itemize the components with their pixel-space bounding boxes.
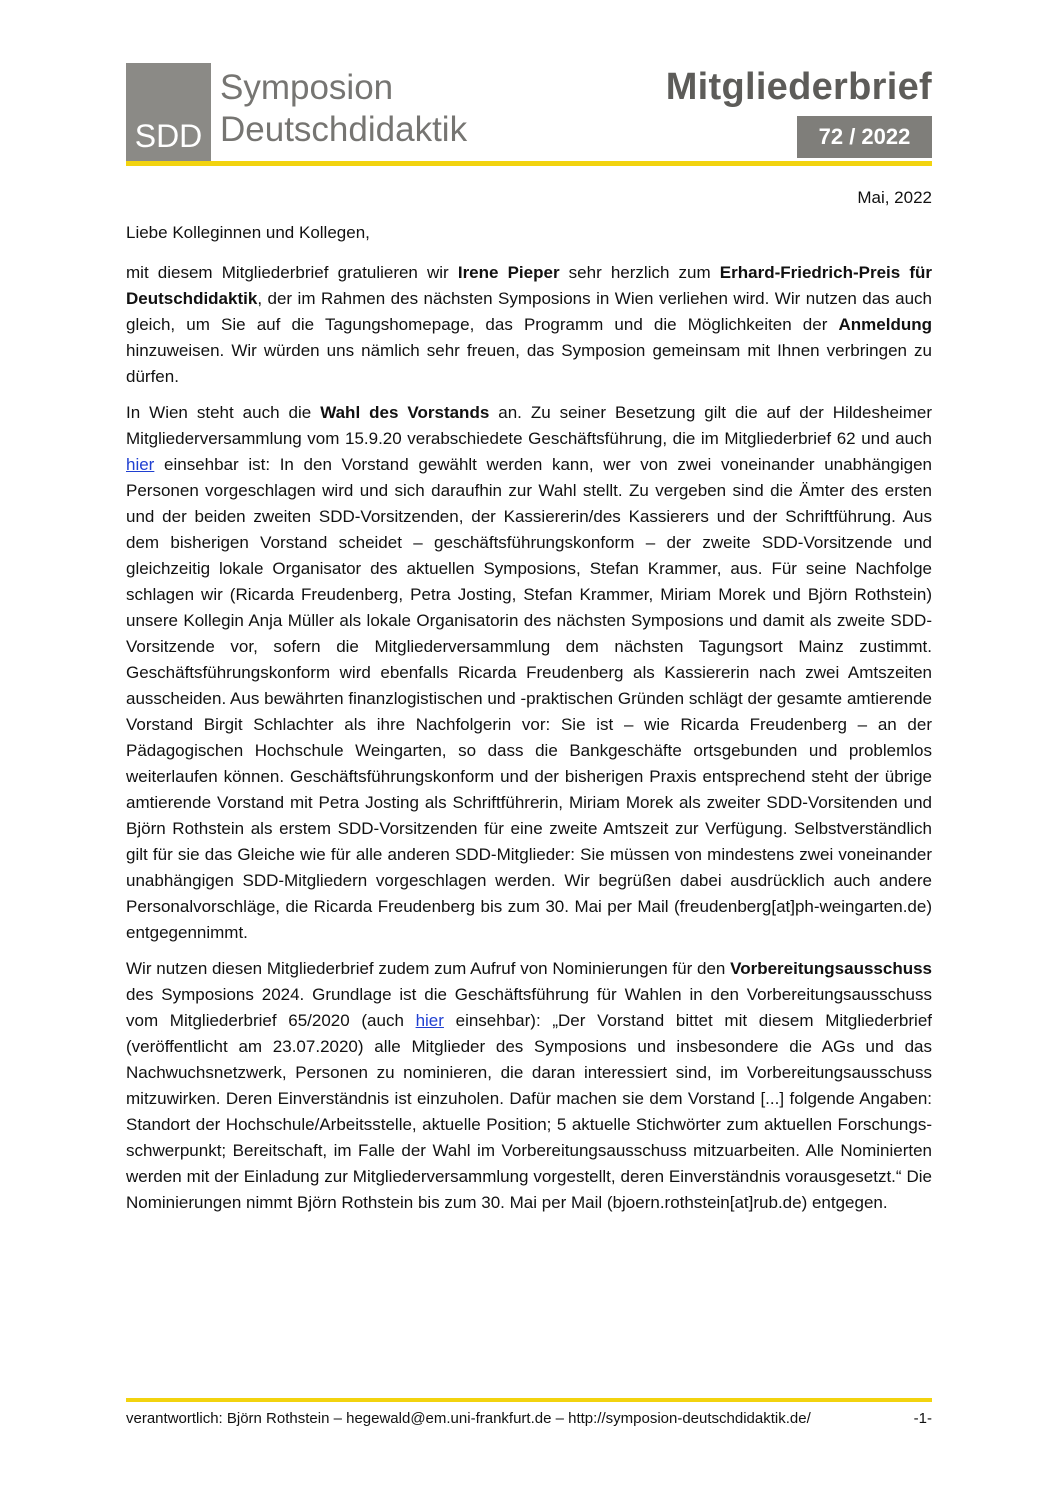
letter-date: Mai, 2022 — [857, 188, 932, 207]
page-title: Mitgliederbrief — [665, 66, 932, 108]
logo-line2: Deutschdidaktik — [220, 110, 468, 149]
text: mit diesem Mitgliederbrief gratulieren wir — [126, 263, 458, 282]
bold-election: Wahl des Vorstands — [320, 403, 490, 422]
bold-committee: Vorbereitungsausschuss — [730, 959, 932, 978]
paragraph-award — [126, 260, 932, 390]
text: des Symposions 2024. Grundlage ist die Geschäftsführung für Wahlen in den Vorbereitungsausschuss vom Mitgliederbrief 65/2020 (auch — [126, 985, 932, 1030]
footer-text: verantwortlich: Björn Rothstein – hegewald@em.uni-frankfurt.de – http://symposion-deutschdidaktik.de/ — [126, 1410, 811, 1427]
hier-link[interactable]: hier — [126, 455, 155, 474]
footer — [126, 1410, 932, 1427]
bold-registration: Anmeldung — [838, 315, 932, 334]
text: sehr herzlich zum — [559, 263, 720, 282]
text: Wir nutzen diesen Mitgliederbrief zudem zum Aufruf von Nominierungen für den — [126, 959, 731, 978]
text: an. Zu seiner Besetzung gilt die auf der Hildesheimer Mitgliederversammlung vom 15.9.20 verabschiedete Geschäftsführung, die im Mitgliederbrief 62 und auch — [126, 403, 932, 448]
text: , der im Rahmen des nächsten Symposions in Wien verliehen wird. Wir nutzen das auch gleich, um Sie auf die Tagungshomepage, das Programm und die Möglichkeiten der — [126, 289, 932, 334]
bold-award: Erhard-Friedrich-Preis für Deutschdidaktik — [126, 263, 932, 308]
paragraph-committee — [126, 956, 932, 1216]
logo-line1: Symposion — [220, 68, 394, 107]
letter-body — [126, 260, 932, 1226]
hier-link[interactable]: hier — [415, 1011, 444, 1030]
logo-box — [126, 63, 211, 161]
footer-divider — [126, 1398, 932, 1402]
text: hinzuweisen. Wir würden uns nämlich sehr freuen, das Symposion gemeinsam mit Ihnen verbringen zu dürfen. — [126, 341, 932, 386]
header-divider — [126, 161, 932, 166]
text: einsehbar ist: In den Vorstand gewählt werden kann, wer von zwei voneinander unabhängigen Personen vorgeschlagen wird und sich daraufhin zur Wahl stellt. Zu vergeben sind die Ämter des ersten und der beiden zweiten SDD-Vorsitzenden, der Kassiererin/des Kassierers und der Schriftführung. Aus dem bisherigen Vorstand scheidet – geschäftsführungskonform – der zweite SDD-Vorsitzende und gleichzeitig lokale Organisator des aktuellen Symposions, Stefan Krammer, aus. Für seine Nachfolge schlagen wir (Ricarda Freudenberg, Petra Josting, Stefan Krammer, Miriam Morek und Björn Rothstein) unsere Kollegin Anja Müller als lokale Organisatorin des nächsten Symposions und damit als zweite SDD-Vorsitzende vor, sofern die Mitgliederversammlung dem nächsten Tagungsort Mainz zustimmt. Geschäftsführungskonform wird ebenfalls Ricarda Freudenberg als Kassiererin nach zwei Amtszeiten ausscheiden. Aus bewährten finanzlogistischen und -praktischen Gründen schlägt der gesamte amtierende Vorstand Birgit Schlachter als ihre Nachfolgerin vor: Sie ist – wie Ricarda Freudenberg – an der Pädagogischen Hochschule Weingarten, so dass die Bankgeschäfte ortsgebunden und problemlos weiterlaufen können. Geschäftsführungskonform und der bisherigen Praxis entsprechend steht der übrige amtierende Vorstand mit Petra Josting als Schriftführerin, Miriam Morek als zweiter SDD-Vorsitenden und Björn Rothstein als erstem SDD-Vorsitzenden für eine zweite Amtszeit zur Verfügung. Selbstverständlich gilt für sie das Gleiche wie für alle anderen SDD-Mitglieder: Sie müssen von mindestens zwei voneinander unabhängigen SDD-Mitgliedern vorgeschlagen werden. Wir begrüßen dabei ausdrücklich auch andere Personalvorschläge, die Ricarda Freudenberg bis zum 30. Mai per Mail (freudenberg[at]ph-weingarten.de) entgegennimmt. — [126, 455, 932, 942]
text: In Wien steht auch die — [126, 403, 321, 422]
bold-name: Irene Pieper — [457, 263, 560, 282]
greeting: Liebe Kolleginnen und Kollegen, — [126, 223, 370, 242]
logo-abbr: SDD — [134, 118, 203, 154]
logo-text — [220, 67, 467, 151]
issue-badge: 72 / 2022 — [797, 116, 932, 158]
paragraph-election — [126, 400, 932, 946]
text: einsehbar): „Der Vorstand bittet mit diesem Mitgliederbrief (veröffentlicht am 23.07.2020) alle Mitglieder des Symposions und insbesondere die AGs und das Nachwuchsnetzwerk, Personen zu nominieren, die daran interessiert sind, im Vorbereitungsausschuss mitzuwirken. Deren Einverständnis ist einzuholen. Dafür machen sie dem Vorstand [...] folgende Angaben: Standort der Hochschule/Arbeitsstelle, aktuelle Position; 5 aktuelle Stichwörter zum aktuellen Forschungsschwerpunkt; Bereitschaft, im Falle der Wahl im Vorbereitungsausschuss mitzuarbeiten. Alle Nominierten werden mit der Einladung zur Mitgliederversammlung vorgestellt, deren Einverständnis vorausgesetzt.“ Die Nominierungen nimmt Björn Rothstein bis zum 30. Mai per Mail (bjoern.rothstein[at]rub.de) entgegen. — [126, 1011, 932, 1212]
page-number: -1- — [913, 1410, 932, 1427]
sdd-logo — [126, 63, 466, 161]
